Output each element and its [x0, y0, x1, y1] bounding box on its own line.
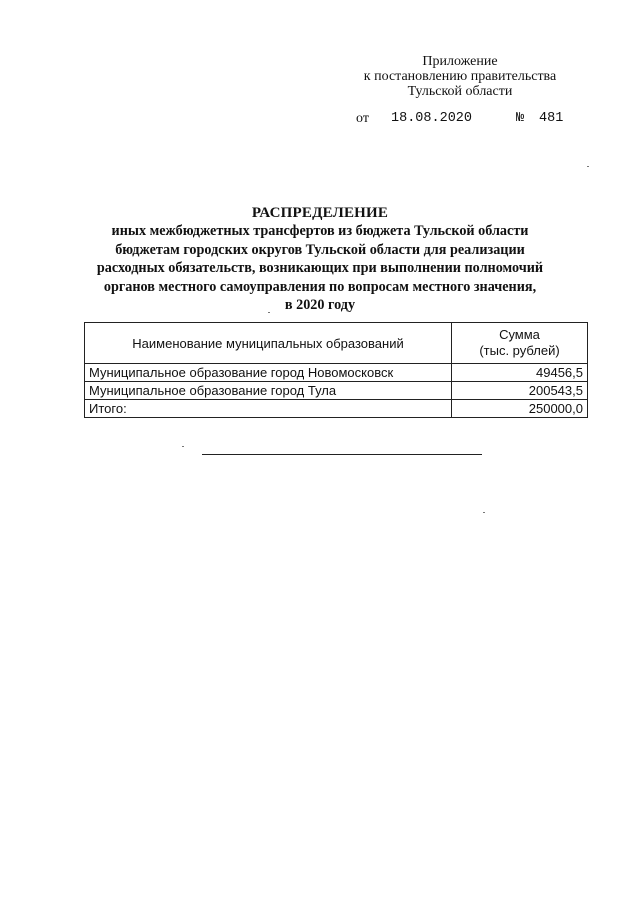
row-name: Муниципальное образование город Новомосковск [85, 364, 452, 382]
closing-rule [202, 454, 482, 455]
table-header-row [85, 323, 588, 364]
header-sum-unit: (тыс. рублей) [479, 343, 560, 358]
scan-speck [268, 312, 270, 313]
subtitle-line: расходных обязательств, возникающих при выполнении полномочий [96, 260, 544, 276]
row-sum: 200543,5 [452, 382, 588, 400]
total-sum: 250000,0 [452, 400, 588, 418]
document-title: РАСПРЕДЕЛЕНИЕ [251, 205, 389, 221]
decree-date: 18.08.2020 [391, 111, 473, 126]
subtitle-line: органов местного самоуправления по вопросам местного значения, [103, 278, 537, 295]
row-sum: 49456,5 [452, 364, 588, 382]
subtitle-line: в 2020 году [284, 297, 356, 313]
document-subtitle [70, 222, 570, 315]
appendix-line: Тульской области [407, 84, 513, 99]
table-row [85, 364, 588, 382]
date-prefix: от [356, 111, 369, 126]
header-sum [452, 323, 588, 364]
scan-speck [182, 446, 184, 447]
appendix-line: Приложение [422, 54, 498, 69]
table-total-row [85, 400, 588, 418]
decree-number: 481 [539, 111, 564, 126]
decree-date-line [0, 111, 640, 129]
subtitle-line: иных межбюджетных трансфертов из бюджета Тульской области [111, 223, 529, 239]
header-sum-title: Сумма [499, 327, 540, 342]
row-name: Муниципальное образование город Тула [85, 382, 452, 400]
distribution-table [84, 322, 588, 418]
appendix-header [340, 54, 580, 99]
appendix-line: к постановлению правительства [363, 69, 557, 84]
number-sign: № [516, 111, 525, 126]
scan-speck [587, 166, 589, 167]
subtitle-line: бюджетам городских округов Тульской области для реализации [115, 241, 525, 258]
table-row [85, 382, 588, 400]
header-name: Наименование муниципальных образований [85, 323, 452, 364]
scan-speck [483, 512, 485, 513]
total-label: Итого: [85, 400, 452, 418]
